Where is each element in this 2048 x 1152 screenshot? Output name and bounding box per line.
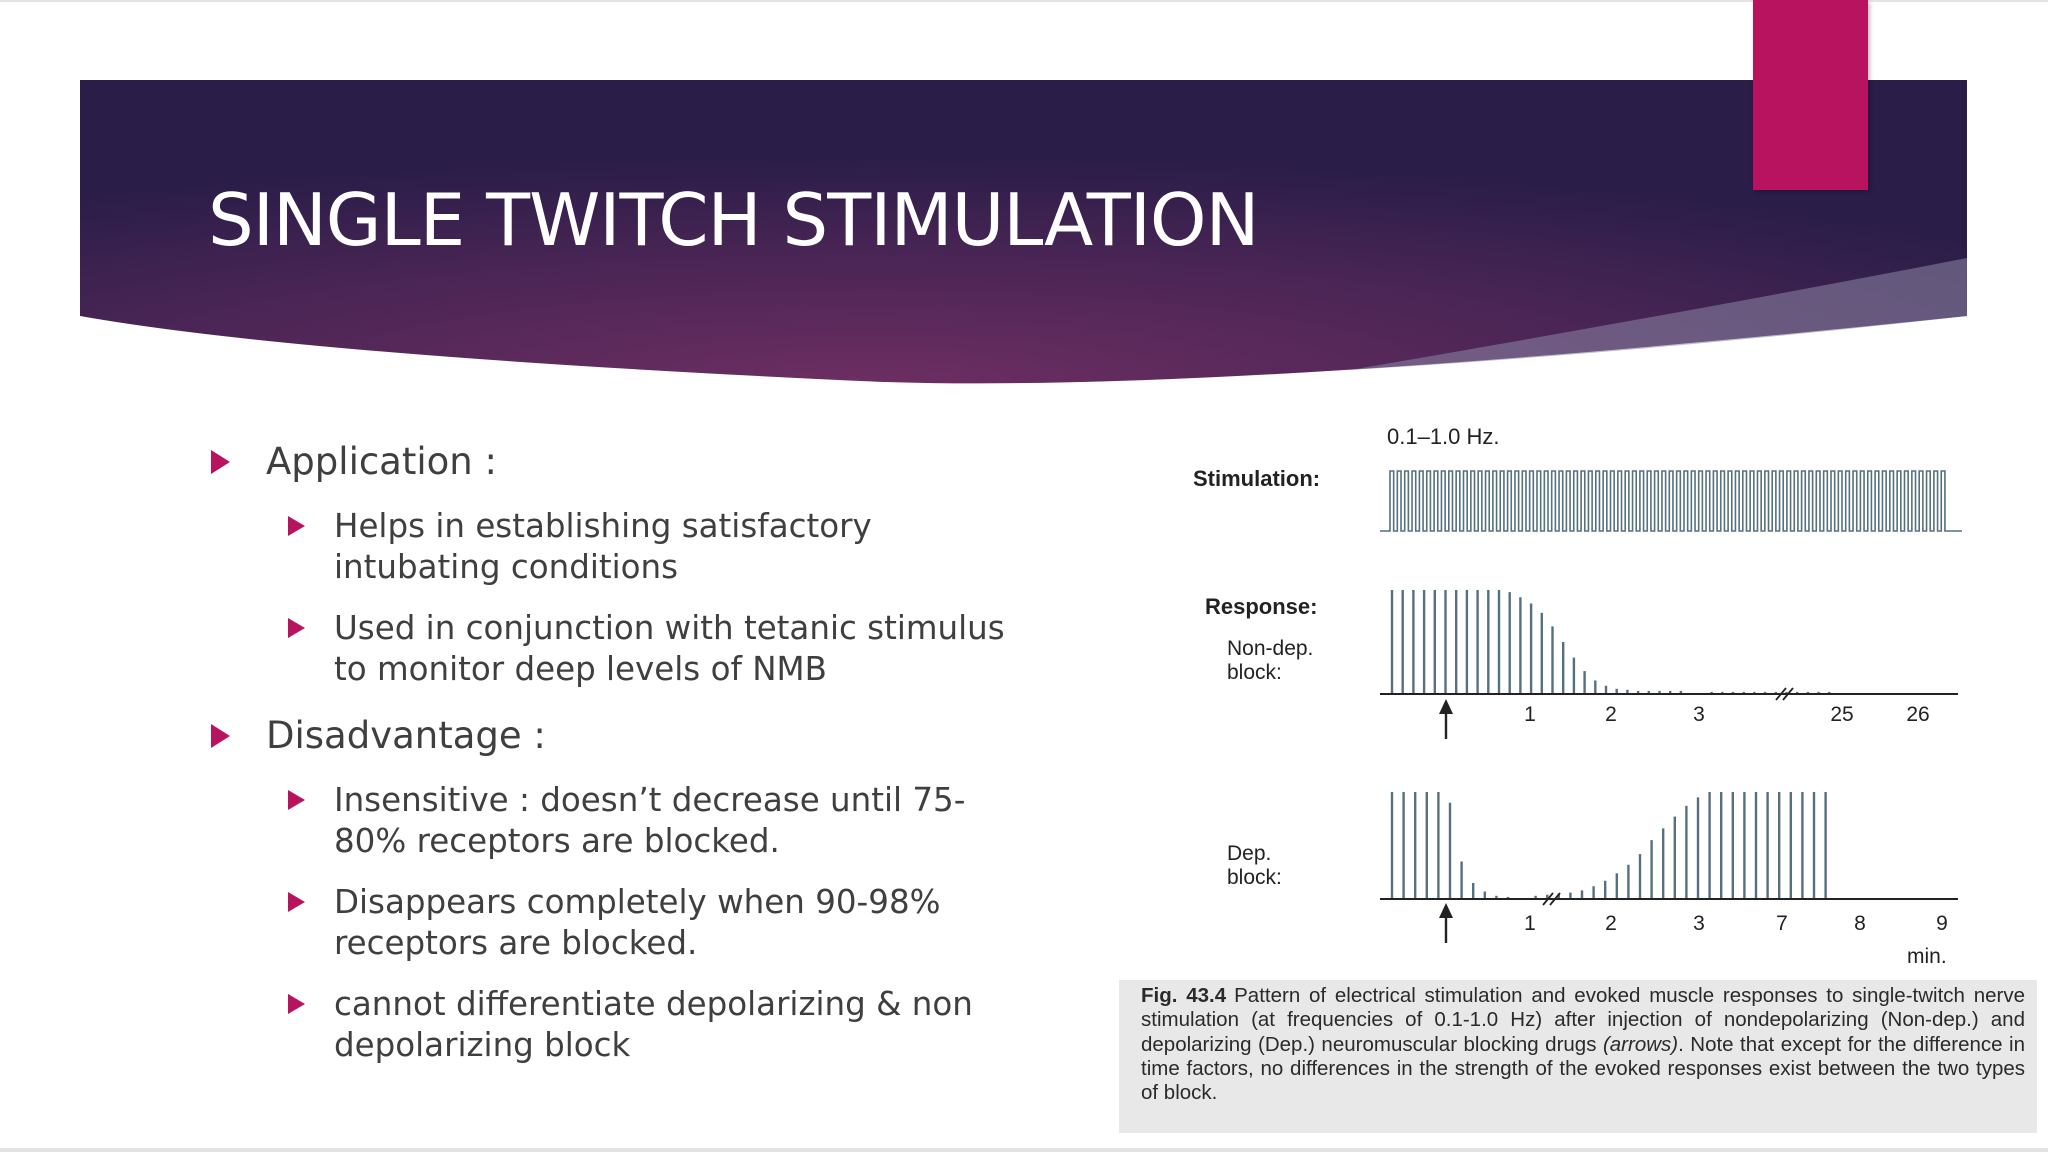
accent-tab	[1753, 0, 1868, 190]
dep-tick-1: 1	[1524, 912, 1536, 935]
nondep-tick-1: 1	[1524, 703, 1536, 726]
bullet-list	[208, 438, 1008, 1066]
bullet-arrow-icon	[288, 516, 305, 536]
frequency-label: 0.1–1.0 Hz.	[1387, 424, 1500, 449]
response-label: Response:	[1205, 594, 1318, 619]
bullet-arrow-icon	[288, 790, 305, 810]
bullet-arrow-icon	[211, 724, 230, 748]
dep-label-line2: block:	[1227, 866, 1282, 889]
caption-figure-number: Fig. 43.4	[1141, 984, 1227, 1007]
bullet-arrow-icon	[288, 994, 305, 1014]
bottom-border	[0, 1148, 2048, 1152]
nondep-tick-26: 26	[1906, 703, 1930, 726]
sub-bullet-item	[208, 608, 1008, 690]
nondep-tick-3: 3	[1693, 703, 1705, 726]
nondep-label-line2: block:	[1227, 661, 1282, 684]
sub-bullet-text: Disappears completely when 90-98% receptors are blocked.	[334, 883, 941, 962]
dep-tick-3: 3	[1693, 912, 1705, 935]
bullet-arrow-icon	[211, 450, 230, 474]
dep-tick-8: 8	[1854, 912, 1866, 935]
injection-arrow-icon	[1439, 903, 1453, 943]
bullet-disadvantage	[208, 712, 1008, 760]
sub-bullet-text: cannot differentiate depolarizing & non depolarizing block	[334, 985, 973, 1064]
bullet-label: Disadvantage :	[266, 714, 546, 757]
dep-tick-2: 2	[1605, 912, 1617, 935]
nondep-label-line1: Non-dep.	[1227, 637, 1314, 660]
caption-text-end: . Note that except for the difference in time factors, no differences in the strength of the evoked responses exist between the two types of block.	[1141, 1032, 2025, 1105]
nondep-tick-25: 25	[1830, 703, 1854, 726]
nondep-tick-2: 2	[1605, 703, 1617, 726]
sub-bullet-item	[208, 882, 1008, 964]
bullet-arrow-icon	[288, 618, 305, 638]
bullet-arrow-icon	[288, 892, 305, 912]
dep-label-line1: Dep.	[1227, 842, 1272, 865]
sub-bullet-text: Used in conjunction with tetanic stimulus to monitor deep levels of NMB	[334, 609, 1005, 688]
sub-bullet-text: Insensitive : doesn’t decrease until 75-80% receptors are blocked.	[334, 781, 966, 860]
bullet-label: Application :	[266, 440, 497, 483]
stimulation-waveform	[1380, 471, 1962, 531]
nondep-response-bars	[1392, 590, 1829, 694]
dep-response-bars	[1392, 792, 1826, 899]
sub-bullet-item	[208, 984, 1008, 1066]
dep-tick-7: 7	[1776, 912, 1788, 935]
caption-arrows-term: (arrows)	[1602, 1032, 1679, 1056]
caption-text: Pattern of electrical stimulation and evoked muscle responses to single-twitch nerve stimulation (at frequencies of 0.1-1.0 Hz) after injection of nondepolarizing (Non-dep.) and depolarizing (Dep.) neuromuscular blocking drugs	[1141, 984, 2026, 1056]
dep-tick-9: 9	[1936, 912, 1948, 935]
injection-arrow-icon	[1439, 699, 1453, 739]
stimulation-label: Stimulation:	[1193, 466, 1321, 491]
sub-bullet-item	[208, 506, 1008, 588]
bullet-application	[208, 438, 1008, 486]
slide-title: SINGLE TWITCH STIMULATION	[208, 178, 1259, 262]
sub-bullet-text: Helps in establishing satisfactory intubating conditions	[334, 507, 872, 586]
figure-caption	[1119, 980, 2037, 1133]
time-unit-label: min.	[1907, 945, 1947, 968]
sub-bullet-item	[208, 780, 1008, 862]
